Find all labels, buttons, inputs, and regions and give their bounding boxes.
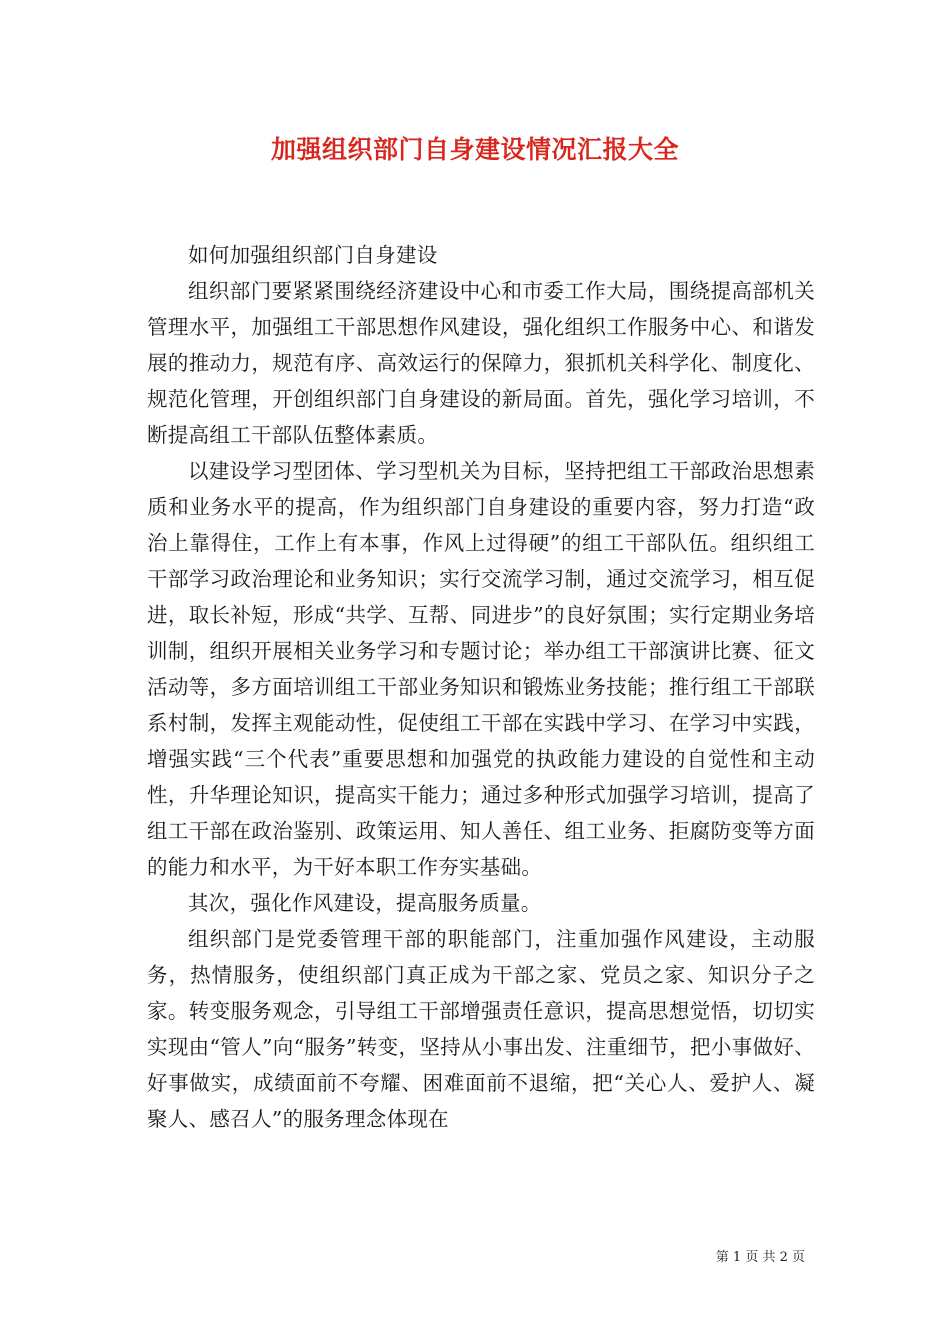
paragraph: 以建设学习型团体、学习型机关为目标，坚持把组工干部政治思想素质和业务水平的提高，作为组织部门自身建设的重要内容，努力打造“政治上靠得住，工作上有本事，作风上过得硬”的组工干部队伍。组织组工干部学习政治理论和业务知识；实行交流学习制，通过交流学习，相互促进，取长补短，形成“共学、互帮、同进步”的良好氛围；实行定期业务培训制，组织开展相关业务学习和专题讨论；举办组工干部演讲比赛、征文活动等，多方面培训组工干部业务知识和锻炼业务技能；推行组工干部联系村制，发挥主观能动性，促使组工干部在实践中学习、在学习中实践，增强实践“三个代表”重要思想和加强党的执政能力建设的自觉性和主动性，升华理论知识，提高实干能力；通过多种形式加强学习培训，提高了组工干部在政治鉴别、政策运用、知人善任、组工业务、拒腐防变等方面的能力和水平，为干好本职工作夯实基础。 [147, 459, 815, 879]
paragraph: 组织部门是党委管理干部的职能部门，注重加强作风建设，主动服务，热情服务，使组织部门真正成为干部之家、党员之家、知识分子之家。转变服务观念，引导组工干部增强责任意识，提高思想觉悟，切切实实现由“管人”向“服务”转变，坚持从小事出发、注重细节，把小事做好、好事做实，成绩面前不夸耀、困难面前不退缩，把“关心人、爱护人、凝聚人、感召人”的服务理念体现在 [147, 927, 815, 1131]
document-title: 加强组织部门自身建设情况汇报大全 [270, 135, 679, 164]
paragraph: 组织部门要紧紧围绕经济建设中心和市委工作大局，围绕提高部机关管理水平，加强组工干部思想作风建设，强化组织工作服务中心、和谐发展的推动力，规范有序、高效运行的保障力，狠抓机关科学化、制度化、规范化管理，开创组织部门自身建设的新局面。首先，强化学习培训，不断提高组工干部队伍整体素质。 [147, 279, 815, 447]
paragraph-heading: 其次，强化作风建设，提高服务质量。 [188, 891, 542, 915]
page-number: 第 1 页 共 2 页 [715, 1250, 805, 1265]
paragraph-heading: 如何加强组织部门自身建设 [188, 243, 438, 267]
document-body [147, 237, 815, 1137]
